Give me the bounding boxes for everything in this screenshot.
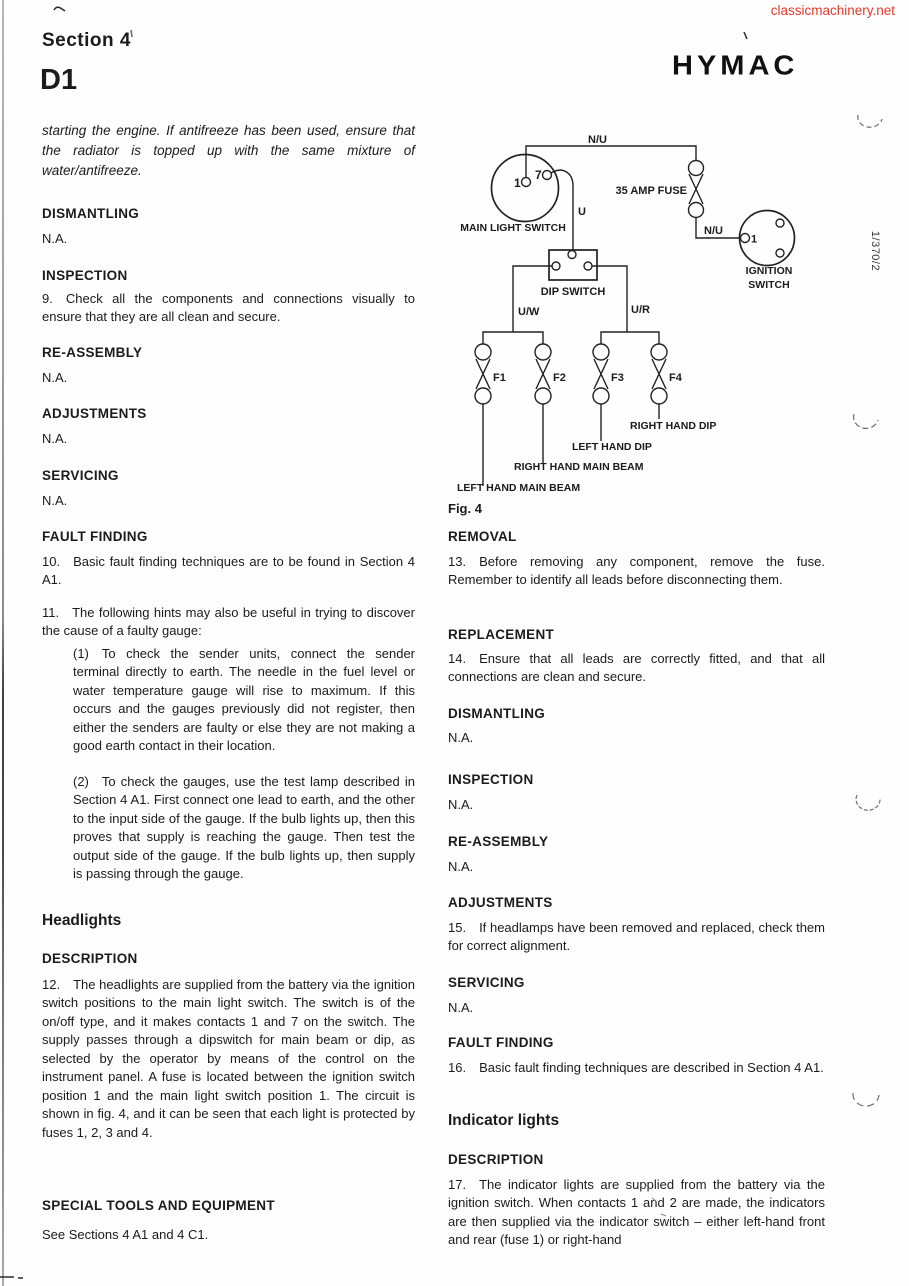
bottom-edge-mark [0, 1277, 23, 1278]
heading-inspection-right: INSPECTION [448, 772, 534, 787]
ring-mark [856, 795, 880, 810]
heading-reassembly-left: RE-ASSEMBLY [42, 345, 143, 360]
heading-inspection-left: INSPECTION [42, 268, 128, 283]
heading-description-left: DESCRIPTION [42, 951, 138, 966]
ring-mark [858, 115, 882, 127]
paragraph-9: 9. Check all the components and connections visually to ensure that they are all clean and secure. [42, 291, 415, 325]
brand-logo: HYMAC [672, 50, 799, 82]
fuse-f2-label: F2 [553, 372, 566, 384]
intro-paragraph: starting the engine. If antifreeze has been used, ensure that the radiator is topped up with the same mixture of water/antifreeze. [42, 123, 415, 178]
wire-label-uw: U/W [518, 306, 540, 318]
fuse-f1-label: F1 [493, 372, 506, 384]
main-fuse-label: 35 AMP FUSE [615, 185, 687, 197]
heading-removal: REMOVAL [448, 529, 517, 544]
heading-replacement: REPLACEMENT [448, 627, 555, 642]
main-light-switch-label: MAIN LIGHT SWITCH [460, 222, 566, 234]
lead-label-right-hand-main-beam: RIGHT HAND MAIN BEAM [514, 461, 644, 473]
heading-description-right: DESCRIPTION [448, 1152, 544, 1167]
watermark-text: classicmachinery.net [770, 3, 895, 18]
na-text: N.A. [42, 370, 68, 385]
paragraph-11: 11. The following hints may also be useful in trying to discover the cause of a faulty gauge: [42, 605, 415, 639]
heading-faultfinding-right: FAULT FINDING [448, 1035, 554, 1050]
na-text: N.A. [448, 1000, 474, 1015]
heading-headlights: Headlights [42, 912, 122, 929]
wire-label-u: U [578, 206, 586, 218]
ring-mark [854, 414, 878, 428]
na-text: N.A. [448, 797, 474, 812]
na-text: N.A. [42, 231, 68, 246]
ring-mark [853, 1093, 879, 1106]
paragraph-12: 12. The headlights are supplied from the battery via the ignition switch positions to the main light switch. The switch is of the on/off type, and it makes contacts 1 and 7 on the switch. The supply passes through a dipswitch for main beam or dip, as selected by the operator by means of the control on the instrument panel. A fuse is located between the ignition switch position 1 and the main light switch position 1. The circuit is shown in fig. 4, and it can be seen that each light is protected by fuses 1, 2, 3 and 4. [42, 977, 415, 1140]
speck-mark [744, 32, 747, 39]
na-text: N.A. [448, 730, 474, 745]
fuse-f3-label: F3 [611, 372, 624, 384]
speck-mark [644, 1185, 666, 1216]
heading-faultfinding-left: FAULT FINDING [42, 529, 148, 544]
na-text: N.A. [42, 431, 68, 446]
lead-label-right-hand-dip: RIGHT HAND DIP [630, 420, 717, 432]
paragraph-13: 13. Before removing any component, remove the fuse. Remember to identify all leads before disconnecting them. [448, 554, 825, 588]
heading-indicator-lights: Indicator lights [448, 1112, 560, 1129]
paragraph-16: 16. Basic fault finding techniques are described in Section 4 A1. [448, 1060, 824, 1075]
na-text: N.A. [42, 493, 68, 508]
ignition-terminal-1-label: 1 [751, 233, 758, 246]
paragraph-11-item-2: (2) To check the gauges, use the test lamp described in Section 4 A1. First connect one lead to earth, and the other to the input side of the gauge. If the bulb lights up, then this proves that supply is reaching the gauge. Then test the output side of the gauge. If the bulb lights up, then supply is passing through the gauge. [73, 774, 415, 882]
figure-caption: Fig. 4 [448, 501, 482, 516]
wire-label-ur: U/R [631, 304, 650, 316]
paragraph-10: 10. Basic fault finding techniques are to be found in Section 4 A1. [42, 554, 415, 588]
ignition-switch-label-line2: SWITCH [748, 279, 790, 291]
lead-label-left-hand-dip: LEFT HAND DIP [572, 441, 652, 453]
heading-dismantling-right: DISMANTLING [448, 706, 546, 721]
wire-label-nu-top: N/U [588, 134, 607, 146]
heading-dismantling-left: DISMANTLING [42, 206, 140, 221]
ignition-switch-label-line1: IGNITION [745, 265, 793, 277]
paragraph-17: 17. The indicator lights are supplied from the battery via the ignition switch. When contacts 1 and 2 are made, the indicators are then supplied via the indicator switch – either left-hand front and rear (fuse 1) or right-hand [448, 1177, 825, 1248]
heading-servicing-left: SERVICING [42, 468, 119, 483]
heading-reassembly-right: RE-ASSEMBLY [448, 834, 549, 849]
section-title: Section 4 [42, 30, 131, 51]
paragraph-15: 15. If headlamps have been removed and replaced, check them for correct alignment. [448, 920, 825, 954]
fuse-f4-label: F4 [669, 372, 682, 384]
terminal-7-label: 7 [535, 168, 542, 182]
speck-mark [54, 7, 65, 11]
paragraph-see-sections: See Sections 4 A1 and 4 C1. [42, 1227, 209, 1242]
page-code: D1 [40, 64, 78, 96]
terminal-1-label: 1 [514, 176, 521, 190]
paragraph-11-item-1: (1) To check the sender units, connect the sender terminal directly to earth. The needle in the fuel level or water temperature gauge will rise to maximum. If this occurs and the gauges previously did not register, then either the senders are faulty or else they are not making a good earth contact in their location. [73, 646, 415, 754]
lead-label-left-hand-main-beam: LEFT HAND MAIN BEAM [457, 482, 581, 494]
heading-servicing-right: SERVICING [448, 975, 525, 990]
heading-adjustments-left: ADJUSTMENTS [42, 406, 147, 421]
na-text: N.A. [448, 859, 474, 874]
dip-switch-label: DIP SWITCH [540, 286, 606, 298]
heading-special-tools: SPECIAL TOOLS AND EQUIPMENT [42, 1198, 275, 1213]
heading-adjustments-right: ADJUSTMENTS [448, 895, 553, 910]
side-reference: 1/370/2 [869, 230, 882, 272]
speck-mark [131, 30, 132, 37]
wire-label-nu-ignition: N/U [704, 225, 723, 237]
paragraph-14: 14. Ensure that all leads are correctly fitted, and that all connections are clean and secure. [448, 651, 825, 685]
